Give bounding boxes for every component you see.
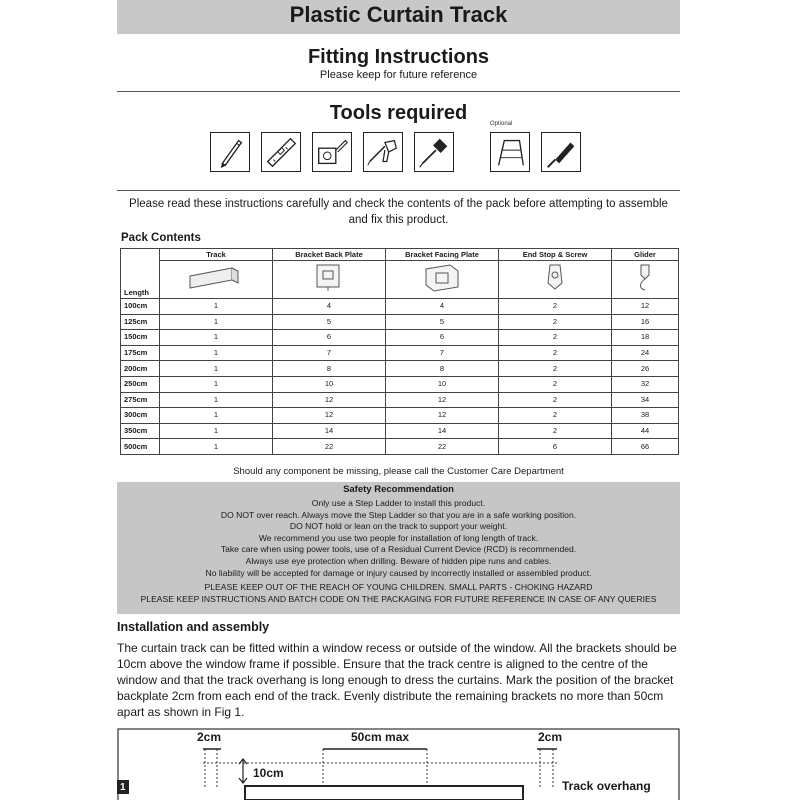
bracket-spacing-label: 50cm max — [351, 730, 410, 744]
bracket-facing-plate-icon — [386, 261, 499, 299]
table-row: 500cm 1 22 22 6 66 — [121, 439, 679, 455]
safety-line: Only use a Step Ladder to install this product. — [311, 498, 486, 508]
safety-line: We recommend you use two people for installation of long length of track. — [258, 532, 539, 543]
screwdriver-icon — [414, 132, 454, 172]
end-stop-icon — [499, 261, 612, 299]
column-header: Bracket Back Plate — [273, 249, 386, 261]
keep-note: Please keep for future reference — [319, 69, 478, 81]
safety-line: Take care when using power tools, use of a Residual Current Device (RCD) is recommended. — [220, 544, 577, 555]
step-ladder-icon — [490, 132, 530, 172]
figure-1 — [117, 728, 680, 800]
hacksaw-icon — [541, 132, 581, 172]
pencil-icon — [210, 132, 250, 172]
figure-number: 1 — [120, 782, 126, 793]
safety-line: DO NOT hold or lean on the track to support your weight. — [289, 521, 508, 532]
tools-heading: Tools required — [329, 102, 468, 124]
installation-heading: Installation and assembly — [117, 620, 270, 634]
table-row: 300cm 1 12 12 2 38 — [121, 408, 679, 424]
table-row: 200cm 1 8 8 2 26 — [121, 361, 679, 377]
fitting-instructions-heading: Fitting Instructions — [307, 46, 490, 68]
glider-icon — [612, 261, 679, 299]
column-header: End Stop & Screw — [499, 249, 612, 261]
track-overhang-label: Track overhang — [562, 779, 651, 793]
safety-heading: Safety Recommendation — [343, 484, 454, 495]
pack-contents-table — [120, 248, 679, 455]
table-row: 150cm 1 6 6 2 18 — [121, 330, 679, 346]
instruction-sheet — [117, 0, 680, 800]
installation-text: The curtain track can be fitted within a window recess or outside of the window. All the brackets should be 10cm above the window frame if possible. Ensure that the track centre is aligned to the centre of the window and that the track overhang is long enough to dress the curtains. Mark the position of the bracket backplate 2cm from each end of the track. Evenly distribute the remaining brackets no more than 50cm apart as shown in Fig 1. — [117, 641, 677, 719]
table-row: 175cm 1 7 7 2 24 — [121, 345, 679, 361]
safety-line: No liability will be accepted for damage or injury caused by incorrectly installed or assembled product. — [205, 567, 592, 578]
column-header: Bracket Facing Plate — [386, 249, 499, 261]
table-row: 275cm 1 12 12 2 34 — [121, 392, 679, 408]
table-header-row — [121, 249, 679, 261]
pack-contents-heading: Pack Contents — [121, 232, 201, 244]
divider — [117, 91, 680, 92]
drill-icon — [363, 132, 403, 172]
warning-line: PLEASE KEEP INSTRUCTIONS AND BATCH CODE ON THE PACKAGING FOR FUTURE REFERENCE IN CASE OF ANY QUERIES — [140, 593, 657, 604]
missing-component-note: Should any component be missing, please call the Customer Care Department — [233, 466, 564, 477]
spirit-level-icon — [261, 132, 301, 172]
table-row: 250cm 1 10 10 2 32 — [121, 376, 679, 392]
page-title: Plastic Curtain Track — [117, 0, 680, 34]
safety-line: DO NOT over reach. Always move the Step Ladder so that you are in a safe working position. — [220, 509, 577, 520]
divider — [117, 190, 680, 191]
optional-label: Optional — [490, 121, 513, 127]
height-label: 10cm — [253, 766, 284, 780]
column-header: Glider — [612, 249, 679, 261]
table-row: 100cm 1 4 4 2 12 — [121, 299, 679, 315]
warning-line: PLEASE KEEP OUT OF THE REACH OF YOUNG CHILDREN. SMALL PARTS - CHOKING HAZARD — [204, 582, 593, 593]
table-row: 350cm 1 14 14 2 44 — [121, 423, 679, 439]
bracket-back-plate-icon — [273, 261, 386, 299]
left-gap-label: 2cm — [197, 730, 222, 744]
safety-box — [117, 482, 680, 614]
right-gap-label: 2cm — [538, 730, 563, 744]
table-row: 125cm 1 5 5 2 16 — [121, 314, 679, 330]
length-header: Length — [121, 249, 160, 299]
tape-measure-icon — [312, 132, 352, 172]
safety-line: Always use eye protection when drilling. Beware of hidden pipe runs and cables. — [245, 555, 552, 566]
track-icon — [160, 261, 273, 299]
column-header: Track — [160, 249, 273, 261]
component-image-row — [121, 261, 679, 299]
intro-text: Please read these instructions carefully and check the contents of the pack before attempting to assemble and fix this product. — [129, 198, 668, 226]
